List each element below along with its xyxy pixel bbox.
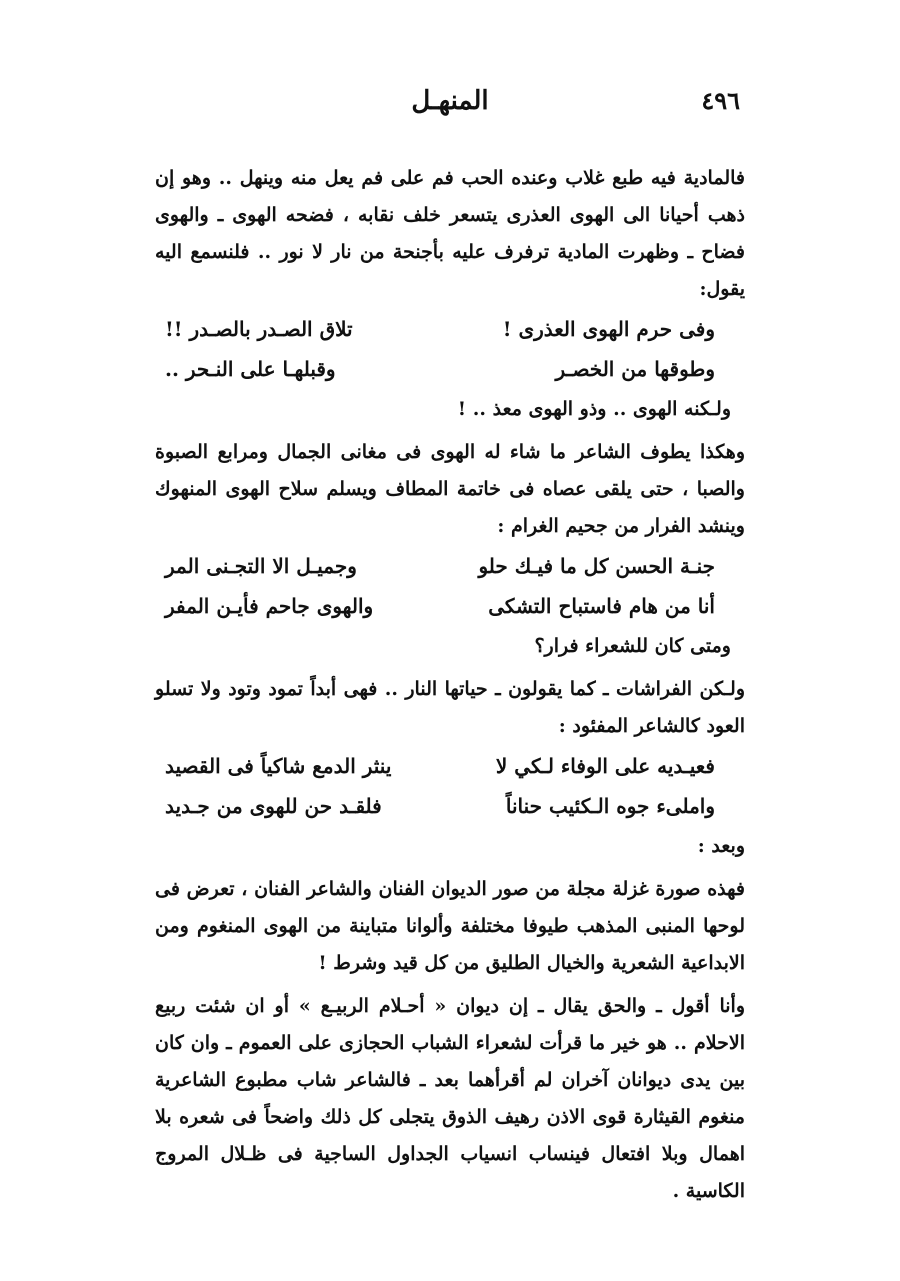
verse-line bbox=[155, 548, 745, 585]
paragraph: وهكذا يطوف الشاعر ما شاء له الهوى فى مغانى الجمال ومرابع الصبوة والصبا ، حتى يلقى عصاه فى خاتمة المطاف ويسلم سلاح الهوى المنهوك وينشد الفرار من جحيم الغرام : bbox=[155, 441, 745, 537]
verse-second-hemistich: تلاق الصـدر بالصـدر !! bbox=[165, 317, 353, 341]
verse-line bbox=[155, 311, 745, 348]
verse-first-hemistich: وفى حرم الهوى العذرى ! bbox=[502, 317, 715, 341]
verse-second-hemistich: ينثر الدمع شاكياً فى القصيد bbox=[165, 754, 392, 778]
text-line: وبعد : bbox=[697, 835, 745, 857]
verse-line bbox=[155, 788, 745, 825]
article-body bbox=[155, 160, 745, 1210]
page-header bbox=[160, 86, 740, 126]
verse-first-hemistich: وطوقها من الخصـر bbox=[555, 357, 715, 381]
verse-second-hemistich: فلقـد حن للهوى من جـديد bbox=[165, 794, 382, 818]
verse-first-hemistich: أنا من هام فاستباح التشكى bbox=[488, 594, 715, 618]
paragraph: فالمادية فيه طبع غلاب وعنده الحب فم على فم يعل منه وينهل .. وهو إن ذهب أحيانا الى الهوى العذرى يتسعر خلف نقابه ، فضحه الهوى ـ والهوى فضاح ـ وظهرت المادية ترفرف عليه بأجنحة من نار لا نور .. فلنسمع اليه يقول: bbox=[155, 167, 745, 300]
verse-second-hemistich: والهوى جاحم فأيـن المفر bbox=[165, 594, 374, 618]
verse-line bbox=[155, 748, 745, 785]
paragraph: ولـكن الفراشات ـ كما يقولون ـ حياتها النار .. فهى أبداً تمود وتود ولا تسلو العود كالشاعر المفئود : bbox=[155, 678, 745, 737]
verse-line bbox=[155, 588, 745, 625]
verse-second-hemistich: وجميـل الا التجـنى المر bbox=[165, 554, 357, 578]
verse-second-hemistich: وقبلهـا على النـحر .. bbox=[165, 357, 336, 381]
page-number: ٤٩٦ bbox=[701, 86, 740, 115]
verse-first-hemistich: جنـة الحسن كل ما فيـك حلو bbox=[478, 554, 715, 578]
paragraph: وأنا أقول ـ والحق يقال ـ إن ديوان « أحـلام الربيـع » أو ان شئت ربيع الاحلام .. هو خير ما قرأت لشعراء الشباب الحجازى على العموم ـ وان كان بين يدى ديوانان آخران لم أقرأهما بعد ـ فالشاعر شاب مطبوع الشاعرية منغوم القيثارة قوى الاذن رهيف الذوق يتجلى كل ذلك واضحاً فى شعره بلا اهمال وبلا افتعال فينساب انسياب الجداول الساجية فى ظـلال المروج الكاسية . bbox=[155, 995, 745, 1202]
verse-first-hemistich: واملىء جوه الـكئيب حناناً bbox=[505, 794, 715, 818]
text-line: ولـكنه الهوى .. وذو الهوى معذ .. ! bbox=[457, 398, 731, 420]
verse-line bbox=[155, 351, 745, 388]
text-line: ومتى كان للشعراء فرار؟ bbox=[534, 635, 731, 657]
running-title: المنهـل bbox=[411, 86, 489, 116]
paragraph: فهذه صورة غزلة مجلة من صور الديوان الفنان والشاعر الفنان ، تعرض فى لوحها المنبى المذهب طيوفا مختلفة وألوانا متباينة من الهوى المنغوم ومن الابداعية الشعرية والخيال الطليق من كل قيد وشرط ! bbox=[155, 878, 745, 974]
verse-first-hemistich: فعيـديه على الوفاء لـكي لا bbox=[495, 754, 715, 778]
